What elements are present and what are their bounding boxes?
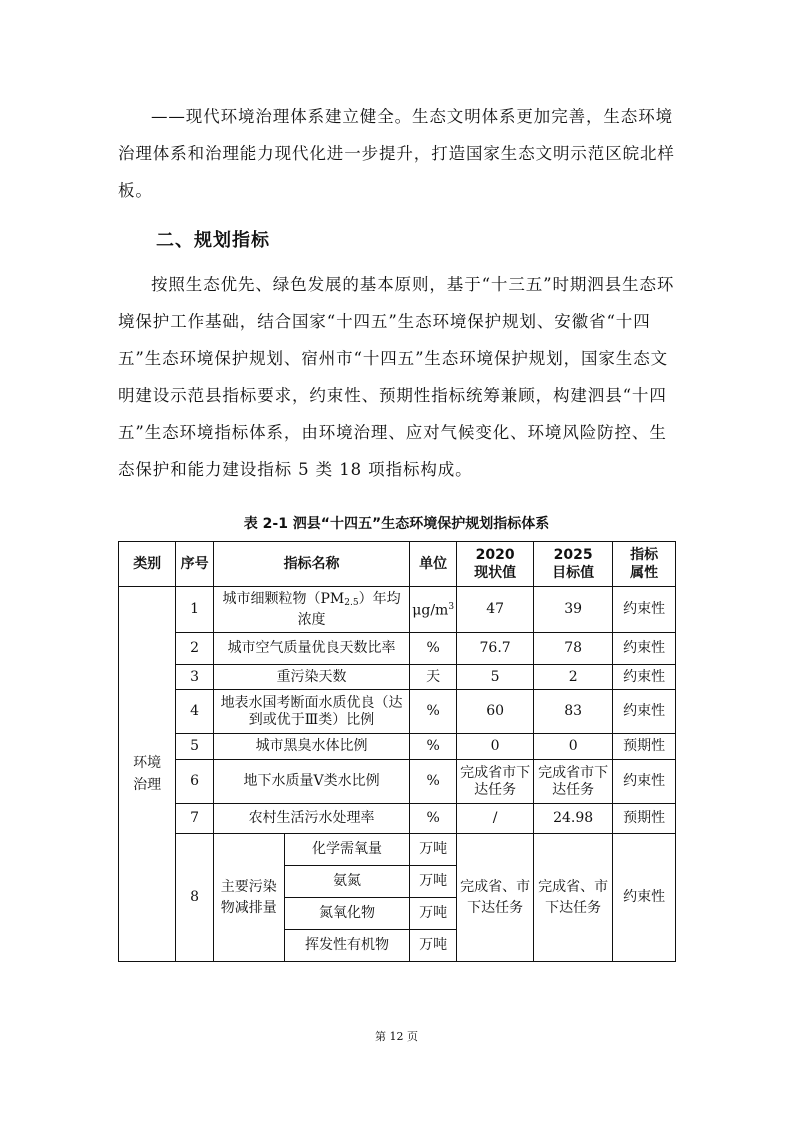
row-2020: 5 (457, 665, 534, 690)
body-paragraph: 按照生态优先、绿色发展的基本原则，基于“十三五”时期泗县生态环境保护工作基础，结合国家“十四五”生态环境保护规划、安徽省“十四五”生态环境保护规划、宿州市“十四五”生态环境保护规划，国家生态文明建设示范县指标要求，约束性、预期性指标统筹兼顾，构建泗县“十四五”生态环境指标体系，由环境治理、应对气候变化、环境风险防控、生态保护和能力建设指标 5 类 18 项指标构成。 (118, 275, 675, 479)
row-name: 农村生活污水处理率 (213, 804, 409, 834)
row-attr: 预期性 (613, 804, 676, 834)
row8-unit: 万吨 (410, 930, 457, 962)
table-row (119, 633, 676, 665)
row-no: 6 (176, 760, 213, 804)
table-row (119, 804, 676, 834)
row8-2020: 完成省、市下达任务 (457, 834, 534, 962)
row-unit: % (410, 804, 457, 834)
indicator-table (118, 541, 676, 962)
row-name: 城市黑臭水体比例 (213, 734, 409, 760)
header-unit: 单位 (410, 542, 457, 587)
row-unit: % (410, 633, 457, 665)
row-name: 城市空气质量优良天数比率 (213, 633, 409, 665)
row8-item: 氨氮 (284, 866, 410, 898)
row8-unit: 万吨 (410, 898, 457, 930)
table-caption: 表 2-1 泗县“十四五”生态环境保护规划指标体系 (243, 516, 550, 532)
row-attr: 约束性 (613, 633, 676, 665)
row-name: 地表水国考断面水质优良（达到或优于Ⅲ类）比例 (213, 690, 409, 734)
row-2020: 60 (457, 690, 534, 734)
row-2020: 0 (457, 734, 534, 760)
row-2025: 83 (534, 690, 613, 734)
row8-2025: 完成省、市下达任务 (534, 834, 613, 962)
table-row (119, 587, 676, 633)
category-cell: 环境治理 (119, 587, 176, 962)
row-no: 5 (176, 734, 213, 760)
row8-item: 化学需氧量 (284, 834, 410, 866)
table-row (119, 665, 676, 690)
row8-attr: 约束性 (613, 834, 676, 962)
row-attr: 约束性 (613, 760, 676, 804)
row-2025: 0 (534, 734, 613, 760)
row-unit: 天 (410, 665, 457, 690)
section-heading: 二、规划指标 (156, 230, 270, 251)
row-2020: 47 (457, 587, 534, 633)
row-2025: 39 (534, 587, 613, 633)
row-unit: % (410, 760, 457, 804)
row-2025: 78 (534, 633, 613, 665)
table-row (119, 734, 676, 760)
row-2020: 76.7 (457, 633, 534, 665)
row8-unit: 万吨 (410, 866, 457, 898)
row-no: 4 (176, 690, 213, 734)
row-no: 3 (176, 665, 213, 690)
row-no: 8 (176, 834, 213, 962)
row-2025: 完成省市下达任务 (534, 760, 613, 804)
row-unit: $\mu g/m^3$ (410, 587, 457, 633)
row-name: 城市细颗粒物$(PM_{2.5})$年均浓度 (213, 587, 409, 633)
row8-group: 主要污染物减排量 (213, 834, 284, 962)
table-row (119, 834, 676, 866)
header-2020: 2020 现状值 (457, 542, 534, 587)
row-unit: % (410, 734, 457, 760)
row8-item: 氮氧化物 (284, 898, 410, 930)
row-no: 7 (176, 804, 213, 834)
row-name: 地下水质量Ⅴ类水比例 (213, 760, 409, 804)
row-attr: 约束性 (613, 665, 676, 690)
row-2020: / (457, 804, 534, 834)
table-header-row (119, 542, 676, 587)
table-row (119, 690, 676, 734)
row-attr: 预期性 (613, 734, 676, 760)
table-row (119, 760, 676, 804)
row-attr: 约束性 (613, 587, 676, 633)
intro-paragraph: ——现代环境治理体系建立健全。生态文明体系更加完善，生态环境治理体系和治理能力现代化进一步提升，打造国家生态文明示范区皖北样板。 (118, 107, 675, 200)
header-no: 序号 (176, 542, 213, 587)
header-2025: 2025 目标值 (534, 542, 613, 587)
header-attr: 指标 属性 (613, 542, 676, 587)
row-attr: 约束性 (613, 690, 676, 734)
header-name: 指标名称 (213, 542, 409, 587)
page-number: 第 12 页 (375, 1030, 418, 1043)
row8-unit: 万吨 (410, 834, 457, 866)
row8-item: 挥发性有机物 (284, 930, 410, 962)
row-unit: % (410, 690, 457, 734)
header-category: 类别 (119, 542, 176, 587)
row-2025: 24.98 (534, 804, 613, 834)
row-no: 2 (176, 633, 213, 665)
row-2025: 2 (534, 665, 613, 690)
row-name: 重污染天数 (213, 665, 409, 690)
row-2020: 完成省市下达任务 (457, 760, 534, 804)
row-no: 1 (176, 587, 213, 633)
